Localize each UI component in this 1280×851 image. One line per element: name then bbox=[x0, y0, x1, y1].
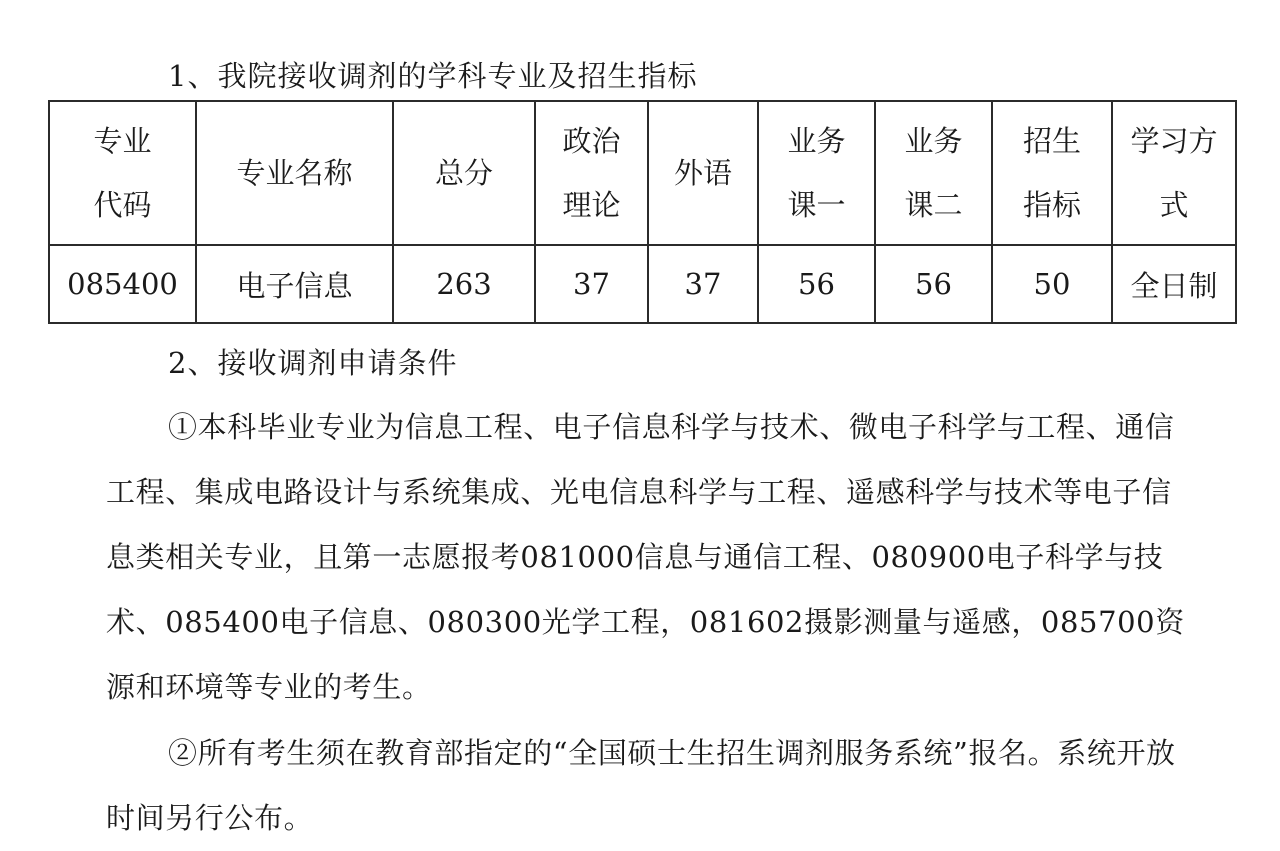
section-2-title: 2、接收调剂申请条件 bbox=[168, 346, 458, 380]
header-cell-study-mode: 学习方 式 bbox=[1112, 101, 1236, 245]
header-cell-major-name: 专业名称 bbox=[196, 101, 393, 245]
header-cell-total-score: 总分 bbox=[393, 101, 535, 245]
enrollment-quota-table bbox=[48, 100, 1237, 324]
table-row bbox=[49, 245, 1236, 323]
table-header-row bbox=[49, 101, 1236, 245]
cell-study-mode: 全日制 bbox=[1112, 245, 1236, 323]
header-cell-subject-two: 业务 课二 bbox=[875, 101, 992, 245]
header-cell-foreign-language: 外语 bbox=[648, 101, 758, 245]
cell-quota: 50 bbox=[992, 245, 1112, 323]
cell-foreign-language: 37 bbox=[648, 245, 758, 323]
header-cell-major-code: 专业 代码 bbox=[49, 101, 196, 245]
header-cell-subject-one: 业务 课一 bbox=[758, 101, 875, 245]
cell-subject-one: 56 bbox=[758, 245, 875, 323]
condition-paragraph-2: ②所有考生须在教育部指定的“全国硕士生招生调剂服务系统”报名。系统开放时间另行公布。 bbox=[106, 736, 1176, 835]
header-cell-politics: 政治 理论 bbox=[535, 101, 648, 245]
condition-paragraph-1: ①本科毕业专业为信息工程、电子信息科学与技术、微电子科学与工程、通信工程、集成电路设计与系统集成、光电信息科学与工程、遥感科学与技术等电子信息类相关专业，且第一志愿报考081000信息与通信工程、080900电子科学与技术、085400电子信息、080300光学工程，081602摄影测量与遥感，085700资源和环境等专业的考生。 bbox=[106, 410, 1185, 704]
cell-politics: 37 bbox=[535, 245, 648, 323]
header-cell-quota: 招生 指标 bbox=[992, 101, 1112, 245]
cell-major-name: 电子信息 bbox=[196, 245, 393, 323]
section-1-title: 1、我院接收调剂的学科专业及招生指标 bbox=[168, 59, 698, 93]
cell-total-score: 263 bbox=[393, 245, 535, 323]
cell-major-code: 085400 bbox=[49, 245, 196, 323]
cell-subject-two: 56 bbox=[875, 245, 992, 323]
